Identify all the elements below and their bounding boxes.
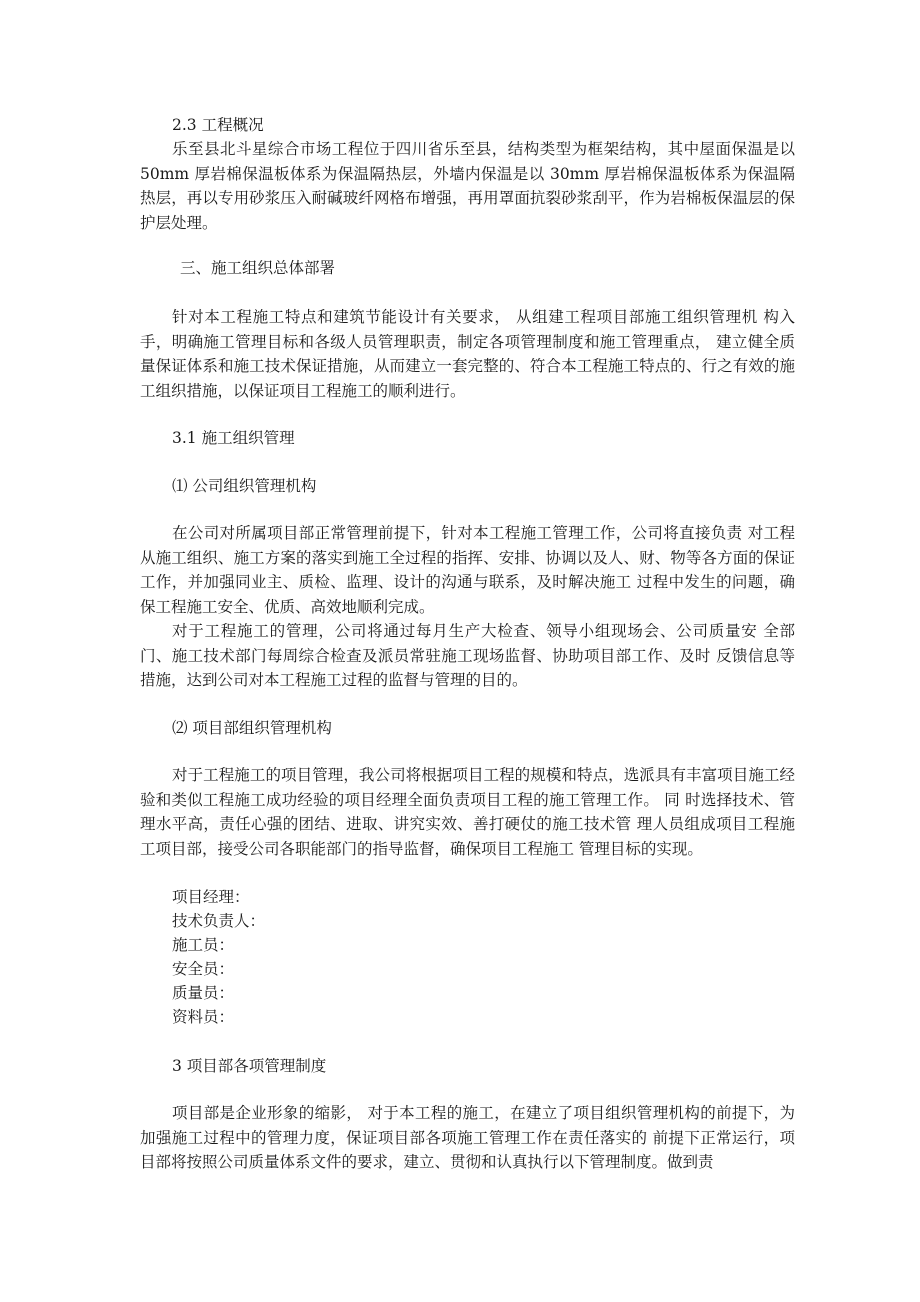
role-safety-officer: 安全员： [172, 960, 235, 978]
section-3-paragraph: 针对本工程施工特点和建筑节能设计有关要求， 从组建工程项目部施工组织管理机 构入手，明确施工管理目标和各级人员管理职责，制定各项管理制度和施工管理重点， 建立健全质量保证体系和施工技术保证措施，从而建立一套完整的、符合本工程施工特点的、行之有效的施工组织措施，以保证项目工程施工的顺利进行。 [140, 308, 795, 400]
subsection-heading-project: ⑵ 项目部组织管理机构 [172, 719, 332, 737]
project-paragraph: 对于工程施工的项目管理，我公司将根据项目工程的规模和特点，选派具有丰富项目施工经验和类似工程施工成功经验的项目经理全面负责项目工程的施工管理工作。 同 时选择技术、管理水平高，责任心强的团结、进取、讲究实效、善打硬仗的施工技术管 理人员组成项目工程施工项目部，接受公司各职能部门的指导监督，确保项目工程施工 管理目标的实现。 [140, 766, 795, 858]
subsection-heading-company: ⑴ 公司组织管理机构 [172, 477, 317, 495]
rules-paragraph: 项目部是企业形象的缩影， 对于本工程的施工，在建立了项目组织管理机构的前提下，为加强施工过程中的管理力度，保证项目部各项施工管理工作在责任落实的 前提下正常运行，项目部将按照公司质量体系文件的要求，建立、贯彻和认真执行以下管理制度。做到责 [140, 1104, 795, 1171]
role-construction-worker: 施工员： [172, 936, 235, 954]
section-heading-3-1: 3.1 施工组织管理 [172, 429, 295, 447]
role-quality-officer: 质量员： [172, 984, 235, 1002]
role-project-manager: 项目经理： [172, 888, 250, 906]
section-2-3-paragraph: 乐至县北斗星综合市场工程位于四川省乐至县，结构类型为框架结构，其中屋面保温是以 50mm 厚岩棉保温板体系为保温隔热层，外墙内保温是以 30mm 厚岩棉保温板体系为保温隔热层，再以专用砂浆压入耐碱玻纤网格布增强，再用罩面抗裂砂浆刮平，作为岩棉板保温层的保护层处理。 [140, 140, 795, 232]
section-heading-2-3: 2.3 工程概况 [172, 116, 264, 134]
section-heading-rules: 3 项目部各项管理制度 [172, 1057, 327, 1075]
role-records-officer: 资料员： [172, 1008, 235, 1026]
role-technical-lead: 技术负责人： [172, 912, 266, 930]
company-paragraph-1: 在公司对所属项目部正常管理前提下，针对本工程施工管理工作，公司将直接负责 对工程从施工组织、施工方案的落实到施工全过程的指挥、安排、协调以及人、财、物等各方面的保证工作，并加强同业主、质检、监理、设计的沟通与联系，及时解决施工 过程中发生的问题，确保工程施工安全、优质、高效地顺利完成。 [140, 524, 795, 616]
section-heading-3: 三、施工组织总体部署 [180, 259, 336, 277]
company-paragraph-2: 对于工程施工的管理，公司将通过每月生产大检查、领导小组现场会、公司质量安 全部门、施工技术部门每周综合检查及派员常驻施工现场监督、协助项目部工作、及时 反馈信息等措施，达到公司对本工程施工过程的监督与管理的目的。 [140, 622, 795, 689]
